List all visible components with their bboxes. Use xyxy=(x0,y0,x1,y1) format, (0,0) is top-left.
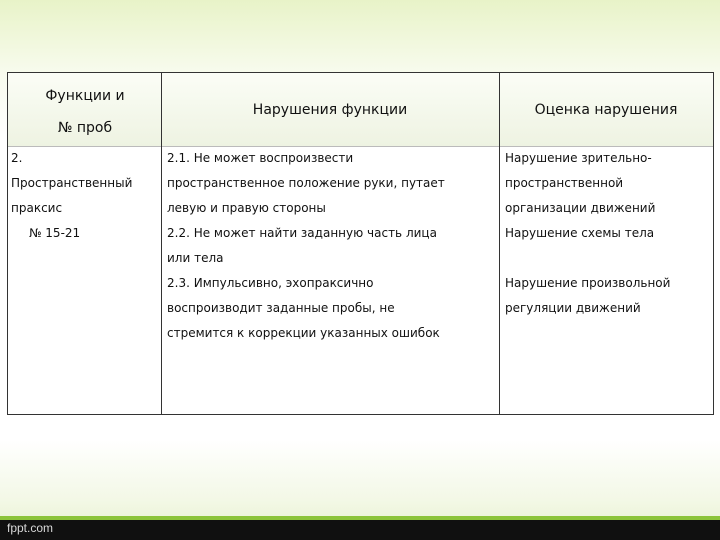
function-name-line2: праксис xyxy=(11,201,63,215)
footer-brand-text: fppt.com xyxy=(7,521,54,535)
function-number: 2. xyxy=(11,151,23,165)
column-divider-1 xyxy=(161,73,162,414)
assessment-text-line: Нарушение схемы тела xyxy=(505,226,655,240)
disorder-text-line: или тела xyxy=(167,251,224,265)
disorder-text-line: стремится к коррекции указанных ошибок xyxy=(167,326,440,340)
disorder-text-line: 2.3. Импульсивно, эхопраксично xyxy=(167,276,374,290)
header-assessment: Оценка нарушения xyxy=(534,102,678,118)
assessment-text-line: Нарушение зрительно- xyxy=(505,151,652,165)
header-disorders: Нарушения функции xyxy=(252,102,408,118)
function-disorder-table xyxy=(7,72,714,415)
disorder-text-line: пространственное положение руки, путает xyxy=(167,176,445,190)
header-functions-line2: № проб xyxy=(57,120,113,136)
test-numbers: № 15-21 xyxy=(29,226,81,240)
column-divider-2 xyxy=(499,73,500,414)
header-functions-line1: Функции и xyxy=(45,88,125,104)
assessment-text-line: организации движений xyxy=(505,201,656,215)
assessment-text-line: Нарушение произвольной xyxy=(505,276,671,290)
disorder-text-line: 2.1. Не может воспроизвести xyxy=(167,151,354,165)
function-name-line1: Пространственный xyxy=(11,176,133,190)
disorder-text-line: левую и правую стороны xyxy=(167,201,326,215)
disorder-text-line: 2.2. Не может найти заданную часть лица xyxy=(167,226,437,240)
footer-bar xyxy=(0,516,720,540)
disorder-text-line: воспроизводит заданные пробы, не xyxy=(167,301,395,315)
assessment-text-line: пространственной xyxy=(505,176,624,190)
assessment-text-line: регуляции движений xyxy=(505,301,641,315)
